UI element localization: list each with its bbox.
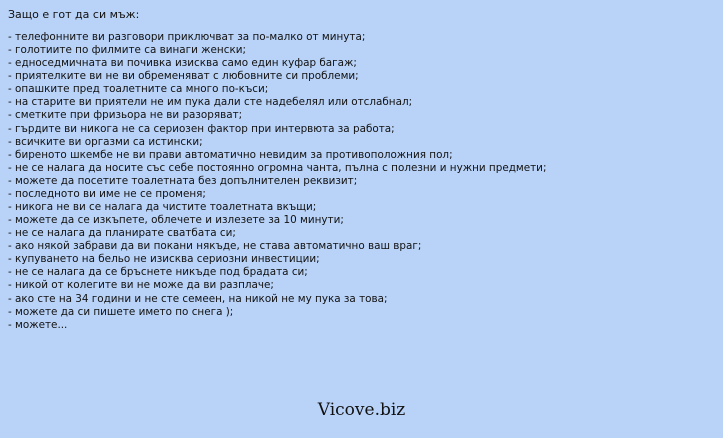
list-item: - никой от колегите ви не може да ви разплаче; <box>8 279 274 292</box>
page-title: Защо е гот да си мъж: <box>8 8 140 21</box>
list-item: - телефонните ви разговори приключват за по-малко от минута; <box>8 31 366 43</box>
list-item: - всичките ви оргазми са истински; <box>8 135 203 148</box>
list-item: - сметките при фризьора не ви разоряват; <box>8 109 243 122</box>
list-item: - голотиите по филмите са винаги женски; <box>8 44 246 57</box>
list-item: - можете да се изкъпете, облечете и излезете за 10 минути; <box>8 214 344 227</box>
list-item: - опашките пред тоалетните са много по-къси; <box>8 83 269 96</box>
list-item: - никога не ви се налага да чистите тоалетната вкъщи; <box>8 201 317 214</box>
list-item: - приятелките ви не ви обременяват с любовните си проблеми; <box>8 70 359 83</box>
list-item: - не се налага да носите със себе постоянно огромна чанта, пълна с полезни и нужни предмети; <box>8 161 547 174</box>
list-item: - ако сте на 34 години и не сте семеен, на никой не му пука за това; <box>8 292 388 305</box>
joke-list <box>8 31 546 332</box>
list-item: - не се налага да планирате сватбата си; <box>8 227 236 240</box>
list-item: - не се налага да се бръснете никъде под брадата си; <box>8 266 308 279</box>
list-item: - гърдите ви никога не са сериозен фактор при интервюта за работа; <box>8 122 395 135</box>
site-brand: Vicove.biz <box>317 400 406 420</box>
list-item: - на старите ви приятели не им пука дали сте надебелял или отслабнал; <box>8 96 413 109</box>
list-item: - можете да си пишете името по снега ); <box>8 305 234 318</box>
list-item: - купуването на бельо не изисква сериозни инвестиции; <box>8 253 320 266</box>
list-item: - последното ви име не се променя; <box>8 187 206 200</box>
list-item: - можете... <box>8 318 68 331</box>
list-item: - ако някой забрави да ви покани някъде, не става автоматично ваш враг; <box>8 240 422 253</box>
list-item: - можете да посетите тоалетната без допълнителен реквизит; <box>8 174 358 187</box>
list-item: - биреното шкембе не ви прави автоматично невидим за противоположния пол; <box>8 148 453 161</box>
list-item: - едноседмичната ви почивка изисква само един куфар багаж; <box>8 57 357 70</box>
